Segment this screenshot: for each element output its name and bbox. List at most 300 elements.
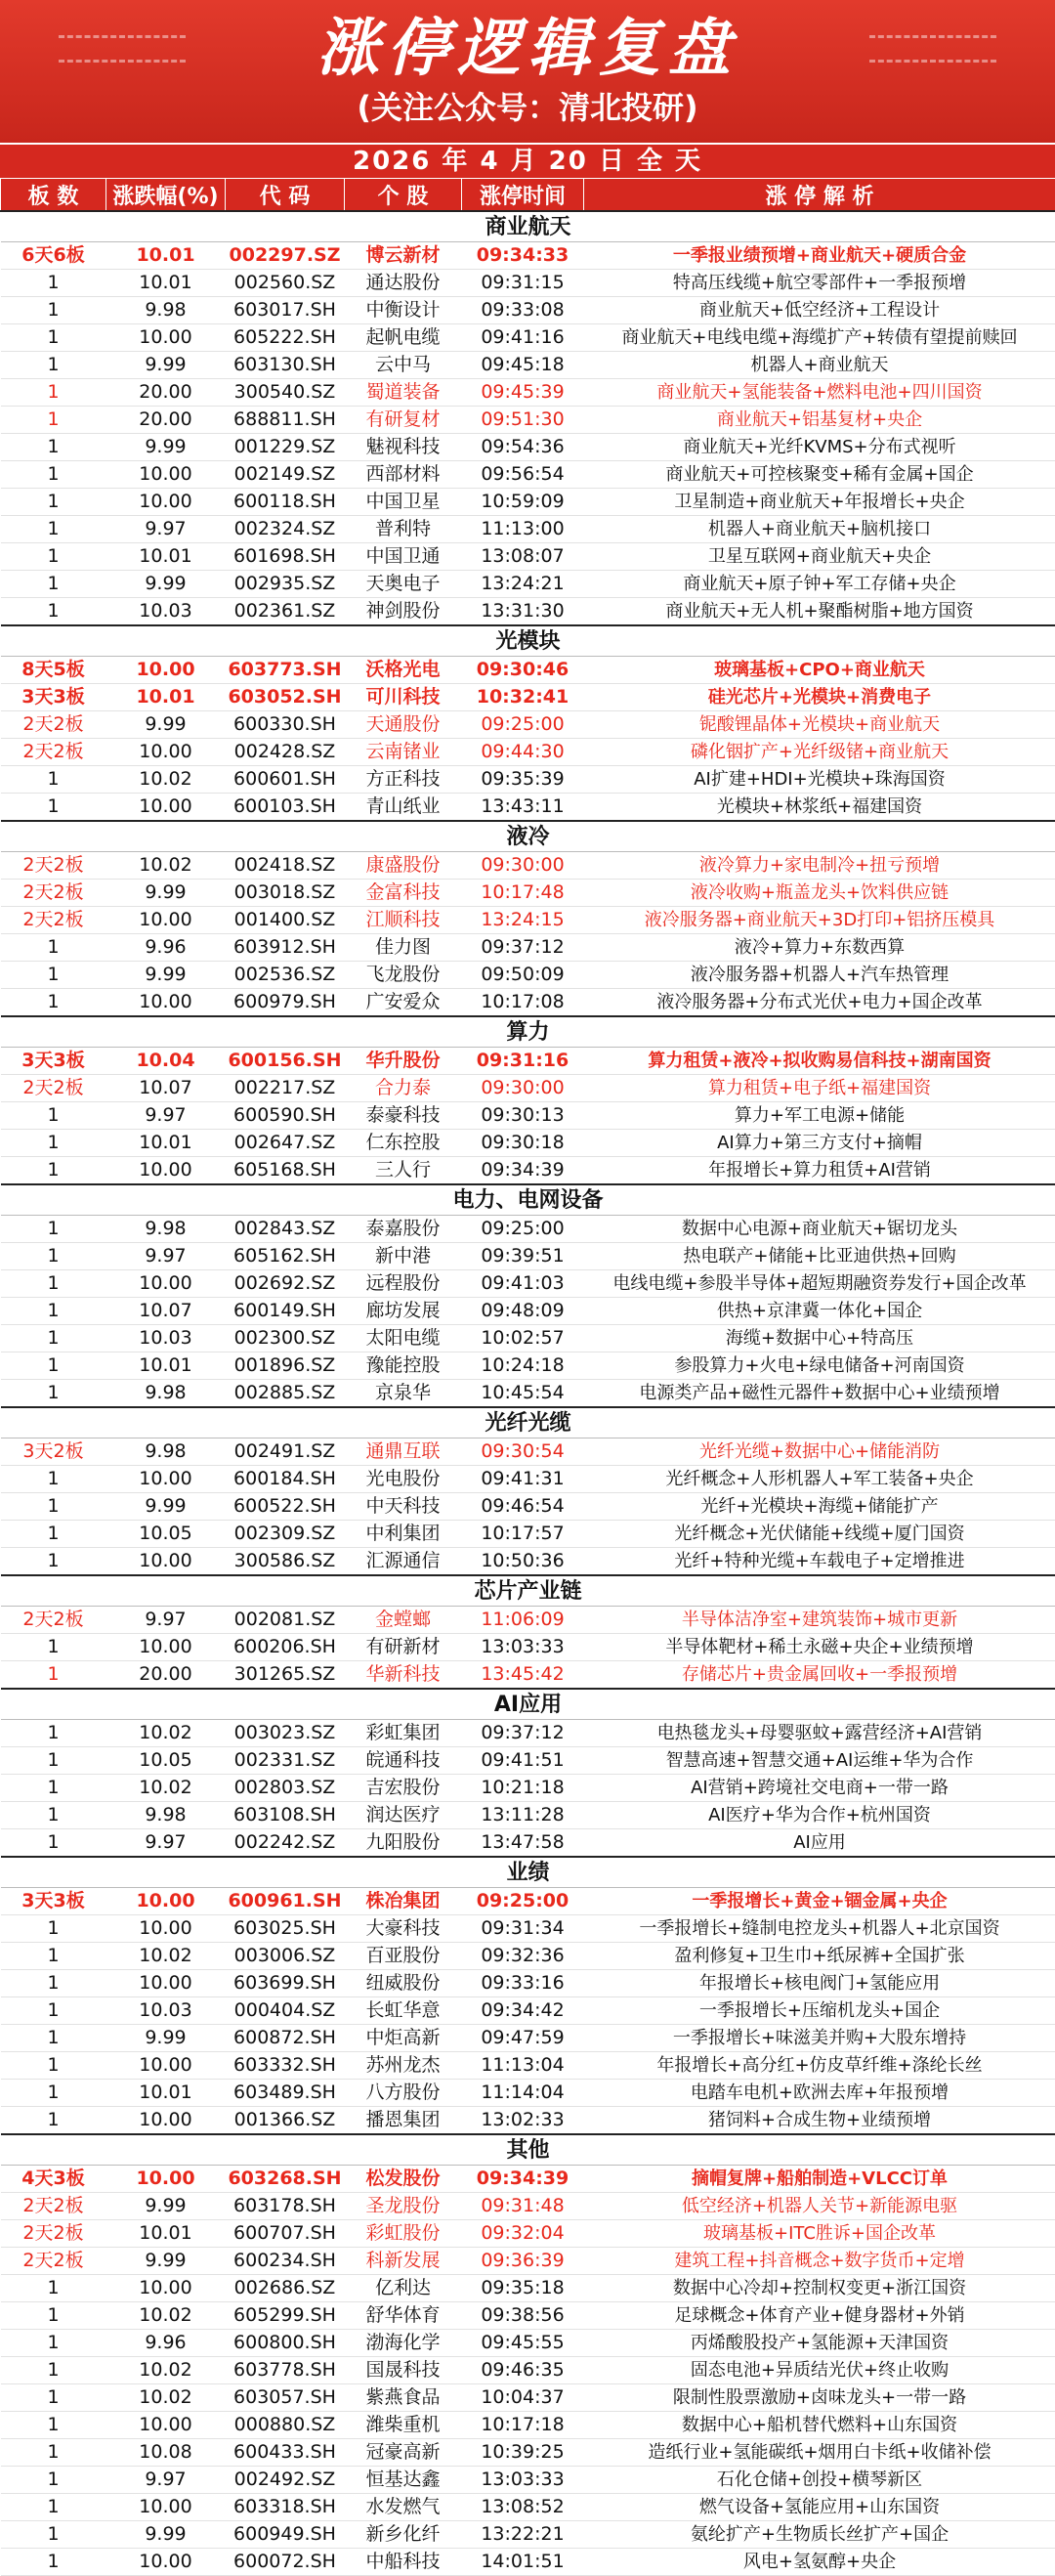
analysis-cell: 氨纶扩产+生物质长丝扩产+国企 xyxy=(584,2521,1055,2549)
limit-up-time-cell: 13:08:52 xyxy=(462,2494,584,2521)
change-pct-cell: 9.99 xyxy=(106,880,226,907)
stock-code-cell: 603108.SH xyxy=(226,1802,345,1829)
limit-up-time-cell: 09:50:09 xyxy=(462,962,584,989)
table-row xyxy=(1,2521,1055,2549)
change-pct-cell: 10.02 xyxy=(106,852,226,880)
section-title: 其他 xyxy=(1,2134,1055,2166)
table-row xyxy=(1,794,1055,822)
board-count-cell: 1 xyxy=(1,571,106,598)
stock-name-cell: 康盛股份 xyxy=(345,852,462,880)
analysis-cell: 固态电池+异质结光伏+终止收购 xyxy=(584,2357,1055,2384)
stock-code-cell: 001366.SZ xyxy=(226,2107,345,2135)
analysis-cell: 光纤概念+光伏储能+线缆+厦门国资 xyxy=(584,1521,1055,1548)
analysis-cell: 商业航天+光纤KVMS+分布式视听 xyxy=(584,434,1055,461)
change-pct-cell: 9.98 xyxy=(106,297,226,324)
stock-name-cell: 润达医疗 xyxy=(345,1802,462,1829)
section-header-row xyxy=(1,2134,1055,2166)
analysis-cell: 商业航天+无人机+聚酯树脂+地方国资 xyxy=(584,598,1055,626)
change-pct-cell: 10.00 xyxy=(106,324,226,352)
limit-up-time-cell: 09:31:15 xyxy=(462,270,584,297)
stock-name-cell: 亿利达 xyxy=(345,2275,462,2302)
table-row xyxy=(1,1661,1055,1690)
stock-name-cell: 广安爱众 xyxy=(345,989,462,1017)
board-count-cell: 1 xyxy=(1,379,106,407)
change-pct-cell: 10.00 xyxy=(106,907,226,934)
stock-name-cell: 中炬高新 xyxy=(345,2025,462,2052)
change-pct-cell: 10.02 xyxy=(106,1943,226,1970)
board-count-cell: 1 xyxy=(1,1802,106,1829)
analysis-cell: 数据中心电源+商业航天+锯切龙头 xyxy=(584,1216,1055,1243)
board-count-cell: 3天3板 xyxy=(1,1888,106,1915)
stock-name-cell: 九阳股份 xyxy=(345,1829,462,1858)
table-row xyxy=(1,711,1055,739)
change-pct-cell: 9.97 xyxy=(106,2467,226,2494)
board-count-cell: 2天2板 xyxy=(1,739,106,766)
stock-name-cell: 蜀道装备 xyxy=(345,379,462,407)
board-count-cell: 1 xyxy=(1,270,106,297)
section-title: 电力、电网设备 xyxy=(1,1184,1055,1216)
change-pct-cell: 9.99 xyxy=(106,571,226,598)
limit-up-time-cell: 10:45:54 xyxy=(462,1380,584,1408)
change-pct-cell: 10.00 xyxy=(106,794,226,822)
change-pct-cell: 10.00 xyxy=(106,489,226,516)
table-row xyxy=(1,2302,1055,2330)
board-count-cell: 1 xyxy=(1,1548,106,1576)
limit-up-time-cell: 09:51:30 xyxy=(462,407,584,434)
stock-code-cell: 600522.SH xyxy=(226,1493,345,1521)
table-row xyxy=(1,1943,1055,1970)
analysis-cell: 液冷+算力+东数西算 xyxy=(584,934,1055,962)
section-header-row xyxy=(1,1689,1055,1720)
table-row xyxy=(1,1325,1055,1352)
change-pct-cell: 10.00 xyxy=(106,461,226,489)
limit-up-table xyxy=(0,178,1055,2576)
change-pct-cell: 10.00 xyxy=(106,739,226,766)
stock-code-cell: 600103.SH xyxy=(226,794,345,822)
limit-up-time-cell: 09:34:39 xyxy=(462,2166,584,2193)
stock-name-cell: 魅视科技 xyxy=(345,434,462,461)
change-pct-cell: 10.00 xyxy=(106,2549,226,2576)
board-count-cell: 1 xyxy=(1,2549,106,2576)
stock-code-cell: 000880.SZ xyxy=(226,2412,345,2439)
column-header-boards: 板 数 xyxy=(1,179,106,212)
limit-up-time-cell: 13:47:58 xyxy=(462,1829,584,1858)
table-row xyxy=(1,543,1055,571)
table-row xyxy=(1,2467,1055,2494)
stock-name-cell: 博云新材 xyxy=(345,242,462,270)
stock-name-cell: 起帆电缆 xyxy=(345,324,462,352)
limit-up-time-cell: 09:36:39 xyxy=(462,2248,584,2275)
change-pct-cell: 10.02 xyxy=(106,2302,226,2330)
stock-name-cell: 潍柴重机 xyxy=(345,2412,462,2439)
analysis-cell: 算力租赁+电子纸+福建国资 xyxy=(584,1075,1055,1102)
analysis-cell: 存储芯片+贵金属回收+一季报预增 xyxy=(584,1661,1055,1690)
analysis-cell: 液冷服务器+商业航天+3D打印+铝挤压模具 xyxy=(584,907,1055,934)
stock-name-cell: 京泉华 xyxy=(345,1380,462,1408)
change-pct-cell: 10.00 xyxy=(106,1466,226,1493)
change-pct-cell: 10.00 xyxy=(106,1548,226,1576)
table-row xyxy=(1,1829,1055,1858)
analysis-cell: 电踏车电机+欧洲去库+年报预增 xyxy=(584,2080,1055,2107)
board-count-cell: 1 xyxy=(1,1298,106,1325)
table-row xyxy=(1,1915,1055,1943)
table-row xyxy=(1,1466,1055,1493)
stock-code-cell: 603178.SH xyxy=(226,2193,345,2220)
table-row xyxy=(1,1438,1055,1466)
change-pct-cell: 10.02 xyxy=(106,2384,226,2412)
change-pct-cell: 10.01 xyxy=(106,2220,226,2248)
board-count-cell: 1 xyxy=(1,1943,106,1970)
limit-up-time-cell: 13:22:21 xyxy=(462,2521,584,2549)
limit-up-time-cell: 09:45:55 xyxy=(462,2330,584,2357)
stock-code-cell: 002324.SZ xyxy=(226,516,345,543)
analysis-cell: AI扩建+HDI+光模块+珠海国资 xyxy=(584,766,1055,794)
analysis-cell: 海缆+数据中心+特高压 xyxy=(584,1325,1055,1352)
change-pct-cell: 10.02 xyxy=(106,1775,226,1802)
stock-code-cell: 600800.SH xyxy=(226,2330,345,2357)
stock-code-cell: 300540.SZ xyxy=(226,379,345,407)
stock-name-cell: 吉宏股份 xyxy=(345,1775,462,1802)
stock-name-cell: 中衡设计 xyxy=(345,297,462,324)
limit-up-time-cell: 09:34:42 xyxy=(462,1997,584,2025)
change-pct-cell: 9.97 xyxy=(106,1607,226,1634)
limit-up-time-cell: 09:32:04 xyxy=(462,2220,584,2248)
stock-name-cell: 新中港 xyxy=(345,1243,462,1270)
stock-code-cell: 002428.SZ xyxy=(226,739,345,766)
board-count-cell: 1 xyxy=(1,297,106,324)
limit-up-time-cell: 09:41:51 xyxy=(462,1747,584,1775)
limit-up-time-cell: 09:31:48 xyxy=(462,2193,584,2220)
limit-up-time-cell: 13:03:33 xyxy=(462,1634,584,1661)
analysis-cell: 商业航天+原子钟+军工存储+央企 xyxy=(584,571,1055,598)
limit-up-time-cell: 09:25:00 xyxy=(462,1888,584,1915)
change-pct-cell: 10.00 xyxy=(106,2107,226,2135)
analysis-cell: 电热毯龙头+母婴驱蚊+露营经济+AI营销 xyxy=(584,1720,1055,1747)
board-count-cell: 1 xyxy=(1,2080,106,2107)
board-count-cell: 1 xyxy=(1,2494,106,2521)
limit-up-time-cell: 09:41:31 xyxy=(462,1466,584,1493)
section-title: AI应用 xyxy=(1,1689,1055,1720)
table-row xyxy=(1,1775,1055,1802)
section-title: 业绩 xyxy=(1,1857,1055,1888)
stock-code-cell: 002331.SZ xyxy=(226,1747,345,1775)
limit-up-time-cell: 10:21:18 xyxy=(462,1775,584,1802)
table-row xyxy=(1,1888,1055,1915)
stock-name-cell: 纽威股份 xyxy=(345,1970,462,1997)
analysis-cell: 热电联产+储能+比亚迪供热+回购 xyxy=(584,1243,1055,1270)
limit-up-time-cell: 14:01:51 xyxy=(462,2549,584,2576)
board-count-cell: 1 xyxy=(1,2330,106,2357)
board-count-cell: 1 xyxy=(1,1157,106,1185)
stock-code-cell: 600234.SH xyxy=(226,2248,345,2275)
limit-up-time-cell: 13:02:33 xyxy=(462,2107,584,2135)
board-count-cell: 1 xyxy=(1,598,106,626)
analysis-cell: 光纤+特种光缆+车载电子+定增推进 xyxy=(584,1548,1055,1576)
limit-up-time-cell: 09:47:59 xyxy=(462,2025,584,2052)
stock-name-cell: 西部材料 xyxy=(345,461,462,489)
stock-code-cell: 003006.SZ xyxy=(226,1943,345,1970)
section-title: 光纤光缆 xyxy=(1,1407,1055,1438)
stock-name-cell: 云南锗业 xyxy=(345,739,462,766)
stock-name-cell: 江顺科技 xyxy=(345,907,462,934)
analysis-cell: 造纸行业+氢能碳纸+烟用白卡纸+收储补偿 xyxy=(584,2439,1055,2467)
board-count-cell: 2天2板 xyxy=(1,907,106,934)
analysis-cell: 商业航天+电线电缆+海缆扩产+转债有望提前赎回 xyxy=(584,324,1055,352)
change-pct-cell: 9.99 xyxy=(106,352,226,379)
stock-code-cell: 002297.SZ xyxy=(226,242,345,270)
table-row xyxy=(1,1720,1055,1747)
table-row xyxy=(1,2412,1055,2439)
table-row xyxy=(1,2549,1055,2576)
board-count-cell: 1 xyxy=(1,1270,106,1298)
section-title: 商业航天 xyxy=(1,211,1055,242)
date-line: 2026 年 4 月 20 日 全 天 xyxy=(0,143,1055,178)
stock-name-cell: 冠豪高新 xyxy=(345,2439,462,2467)
limit-up-time-cell: 09:48:09 xyxy=(462,1298,584,1325)
table-row xyxy=(1,489,1055,516)
limit-up-time-cell: 09:30:00 xyxy=(462,1075,584,1102)
limit-up-time-cell: 09:38:56 xyxy=(462,2302,584,2330)
analysis-cell: 玻璃基板+ITC胜诉+国企改革 xyxy=(584,2220,1055,2248)
stock-code-cell: 603773.SH xyxy=(226,657,345,684)
stock-name-cell: 长虹华意 xyxy=(345,1997,462,2025)
limit-up-time-cell: 09:30:46 xyxy=(462,657,584,684)
change-pct-cell: 10.07 xyxy=(106,1075,226,1102)
board-count-cell: 1 xyxy=(1,1720,106,1747)
limit-up-time-cell: 13:08:07 xyxy=(462,543,584,571)
limit-up-time-cell: 11:06:09 xyxy=(462,1607,584,1634)
stock-code-cell: 003018.SZ xyxy=(226,880,345,907)
board-count-cell: 1 xyxy=(1,1216,106,1243)
change-pct-cell: 9.99 xyxy=(106,2025,226,2052)
analysis-cell: 商业航天+低空经济+工程设计 xyxy=(584,297,1055,324)
stock-name-cell: 有研复材 xyxy=(345,407,462,434)
stock-code-cell: 603025.SH xyxy=(226,1915,345,1943)
stock-code-cell: 000404.SZ xyxy=(226,1997,345,2025)
table-row xyxy=(1,1970,1055,1997)
section-header-row xyxy=(1,1407,1055,1438)
analysis-cell: AI算力+第三方支付+摘帽 xyxy=(584,1130,1055,1157)
board-count-cell: 4天3板 xyxy=(1,2166,106,2193)
limit-up-time-cell: 09:35:39 xyxy=(462,766,584,794)
page-subtitle: (关注公众号：清北投研) xyxy=(0,88,1055,127)
limit-up-time-cell: 13:45:42 xyxy=(462,1661,584,1690)
stock-code-cell: 603017.SH xyxy=(226,297,345,324)
board-count-cell: 1 xyxy=(1,2384,106,2412)
table-row xyxy=(1,1802,1055,1829)
table-row xyxy=(1,1157,1055,1185)
limit-up-time-cell: 09:30:13 xyxy=(462,1102,584,1130)
stock-name-cell: 水发燃气 xyxy=(345,2494,462,2521)
stock-name-cell: 天奥电子 xyxy=(345,571,462,598)
change-pct-cell: 9.98 xyxy=(106,1380,226,1408)
stock-name-cell: 佳力图 xyxy=(345,934,462,962)
table-row xyxy=(1,1634,1055,1661)
analysis-cell: 石化仓储+创投+横琴新区 xyxy=(584,2467,1055,2494)
board-count-cell: 1 xyxy=(1,489,106,516)
stock-name-cell: 株冶集团 xyxy=(345,1888,462,1915)
table-row xyxy=(1,352,1055,379)
limit-up-time-cell: 09:56:54 xyxy=(462,461,584,489)
analysis-cell: 算力+军工电源+储能 xyxy=(584,1102,1055,1130)
section-title: 光模块 xyxy=(1,625,1055,657)
change-pct-cell: 10.00 xyxy=(106,989,226,1017)
page-title: 涨停逻辑复盘 xyxy=(0,0,1055,88)
stock-code-cell: 002217.SZ xyxy=(226,1075,345,1102)
limit-up-time-cell: 13:31:30 xyxy=(462,598,584,626)
stock-code-cell: 002843.SZ xyxy=(226,1216,345,1243)
board-count-cell: 2天2板 xyxy=(1,2193,106,2220)
stock-code-cell: 001400.SZ xyxy=(226,907,345,934)
board-count-cell: 3天3板 xyxy=(1,684,106,711)
change-pct-cell: 10.01 xyxy=(106,1130,226,1157)
board-count-cell: 3天2板 xyxy=(1,1438,106,1466)
board-count-cell: 1 xyxy=(1,1243,106,1270)
stock-code-cell: 002309.SZ xyxy=(226,1521,345,1548)
stock-code-cell: 603332.SH xyxy=(226,2052,345,2080)
table-row xyxy=(1,1243,1055,1270)
table-row xyxy=(1,2220,1055,2248)
analysis-cell: 年报增长+核电阀门+氢能应用 xyxy=(584,1970,1055,1997)
change-pct-cell: 10.00 xyxy=(106,2052,226,2080)
board-count-cell: 1 xyxy=(1,1493,106,1521)
limit-up-time-cell: 10:17:57 xyxy=(462,1521,584,1548)
stock-name-cell: 有研新材 xyxy=(345,1634,462,1661)
change-pct-cell: 10.00 xyxy=(106,2494,226,2521)
stock-code-cell: 300586.SZ xyxy=(226,1548,345,1576)
analysis-cell: 半导体洁净室+建筑装饰+城市更新 xyxy=(584,1607,1055,1634)
change-pct-cell: 9.97 xyxy=(106,516,226,543)
analysis-cell: 供热+京津冀一体化+国企 xyxy=(584,1298,1055,1325)
stock-name-cell: 合力泰 xyxy=(345,1075,462,1102)
change-pct-cell: 9.99 xyxy=(106,2248,226,2275)
table-row xyxy=(1,2275,1055,2302)
limit-up-time-cell: 13:03:33 xyxy=(462,2467,584,2494)
title-banner xyxy=(0,0,1055,143)
limit-up-time-cell: 10:17:18 xyxy=(462,2412,584,2439)
table-row xyxy=(1,297,1055,324)
table-row xyxy=(1,434,1055,461)
stock-code-cell: 600961.SH xyxy=(226,1888,345,1915)
stock-code-cell: 603778.SH xyxy=(226,2357,345,2384)
stock-name-cell: 通达股份 xyxy=(345,270,462,297)
table-row xyxy=(1,880,1055,907)
section-header-row xyxy=(1,211,1055,242)
board-count-cell: 1 xyxy=(1,2357,106,2384)
change-pct-cell: 10.00 xyxy=(106,2412,226,2439)
table-row xyxy=(1,1102,1055,1130)
table-row xyxy=(1,379,1055,407)
stock-name-cell: 科新发展 xyxy=(345,2248,462,2275)
limit-up-time-cell: 09:46:35 xyxy=(462,2357,584,2384)
limit-up-time-cell: 09:31:34 xyxy=(462,1915,584,1943)
stock-code-cell: 002492.SZ xyxy=(226,2467,345,2494)
stock-code-cell: 600072.SH xyxy=(226,2549,345,2576)
change-pct-cell: 9.96 xyxy=(106,2330,226,2357)
change-pct-cell: 9.99 xyxy=(106,711,226,739)
section-header-row xyxy=(1,1016,1055,1048)
table-row xyxy=(1,1380,1055,1408)
change-pct-cell: 10.01 xyxy=(106,1352,226,1380)
analysis-cell: 磷化铟扩产+光纤级锗+商业航天 xyxy=(584,739,1055,766)
change-pct-cell: 10.00 xyxy=(106,657,226,684)
analysis-cell: 猪饲料+合成生物+业绩预增 xyxy=(584,2107,1055,2135)
analysis-cell: 一季报业绩预增+商业航天+硬质合金 xyxy=(584,242,1055,270)
limit-up-time-cell: 09:46:54 xyxy=(462,1493,584,1521)
stock-name-cell: 中利集团 xyxy=(345,1521,462,1548)
limit-up-time-cell: 09:33:16 xyxy=(462,1970,584,1997)
limit-up-time-cell: 10:39:25 xyxy=(462,2439,584,2467)
change-pct-cell: 9.98 xyxy=(106,1438,226,1466)
stock-name-cell: 神剑股份 xyxy=(345,598,462,626)
stock-name-cell: 恒基达鑫 xyxy=(345,2467,462,2494)
table-row xyxy=(1,962,1055,989)
limit-up-time-cell: 09:30:54 xyxy=(462,1438,584,1466)
analysis-cell: 年报增长+高分红+仿皮草纤维+涤纶长丝 xyxy=(584,2052,1055,2080)
stock-code-cell: 002536.SZ xyxy=(226,962,345,989)
board-count-cell: 2天2板 xyxy=(1,1075,106,1102)
stock-code-cell: 002242.SZ xyxy=(226,1829,345,1858)
stock-code-cell: 600707.SH xyxy=(226,2220,345,2248)
table-row xyxy=(1,1997,1055,2025)
change-pct-cell: 9.97 xyxy=(106,1243,226,1270)
analysis-cell: 机器人+商业航天+脑机接口 xyxy=(584,516,1055,543)
stock-code-cell: 003023.SZ xyxy=(226,1720,345,1747)
table-row xyxy=(1,1747,1055,1775)
stock-code-cell: 688811.SH xyxy=(226,407,345,434)
limit-up-time-cell: 13:43:11 xyxy=(462,794,584,822)
stock-name-cell: 皖通科技 xyxy=(345,1747,462,1775)
analysis-cell: 液冷服务器+机器人+汽车热管理 xyxy=(584,962,1055,989)
board-count-cell: 1 xyxy=(1,1521,106,1548)
analysis-cell: 燃气设备+氢能应用+山东国资 xyxy=(584,2494,1055,2521)
change-pct-cell: 9.96 xyxy=(106,934,226,962)
stock-name-cell: 远程股份 xyxy=(345,1270,462,1298)
change-pct-cell: 10.00 xyxy=(106,1270,226,1298)
analysis-cell: 低空经济+机器人关节+新能源电驱 xyxy=(584,2193,1055,2220)
stock-name-cell: 中国卫通 xyxy=(345,543,462,571)
stock-code-cell: 600601.SH xyxy=(226,766,345,794)
analysis-cell: 商业航天+氢能装备+燃料电池+四川国资 xyxy=(584,379,1055,407)
section-header-row xyxy=(1,1575,1055,1607)
stock-code-cell: 002885.SZ xyxy=(226,1380,345,1408)
table-row xyxy=(1,739,1055,766)
section-title: 算力 xyxy=(1,1016,1055,1048)
limit-up-time-cell: 09:35:18 xyxy=(462,2275,584,2302)
table-row xyxy=(1,516,1055,543)
section-header-row xyxy=(1,821,1055,852)
section-header-row xyxy=(1,625,1055,657)
table-row xyxy=(1,1493,1055,1521)
limit-up-time-cell: 09:37:12 xyxy=(462,1720,584,1747)
analysis-cell: 电源类产品+磁性元器件+数据中心+业绩预增 xyxy=(584,1380,1055,1408)
limit-up-time-cell: 11:14:04 xyxy=(462,2080,584,2107)
table-row xyxy=(1,2080,1055,2107)
analysis-cell: 年报增长+算力租赁+AI营销 xyxy=(584,1157,1055,1185)
limit-up-time-cell: 09:54:36 xyxy=(462,434,584,461)
stock-name-cell: 泰豪科技 xyxy=(345,1102,462,1130)
stock-name-cell: 金富科技 xyxy=(345,880,462,907)
stock-code-cell: 002686.SZ xyxy=(226,2275,345,2302)
analysis-cell: 商业航天+可控核聚变+稀有金属+国企 xyxy=(584,461,1055,489)
table-row xyxy=(1,907,1055,934)
decoration-left xyxy=(59,35,186,63)
stock-code-cell: 002803.SZ xyxy=(226,1775,345,1802)
table-row xyxy=(1,2384,1055,2412)
stock-name-cell: 泰嘉股份 xyxy=(345,1216,462,1243)
analysis-cell: AI应用 xyxy=(584,1829,1055,1858)
stock-code-cell: 603052.SH xyxy=(226,684,345,711)
